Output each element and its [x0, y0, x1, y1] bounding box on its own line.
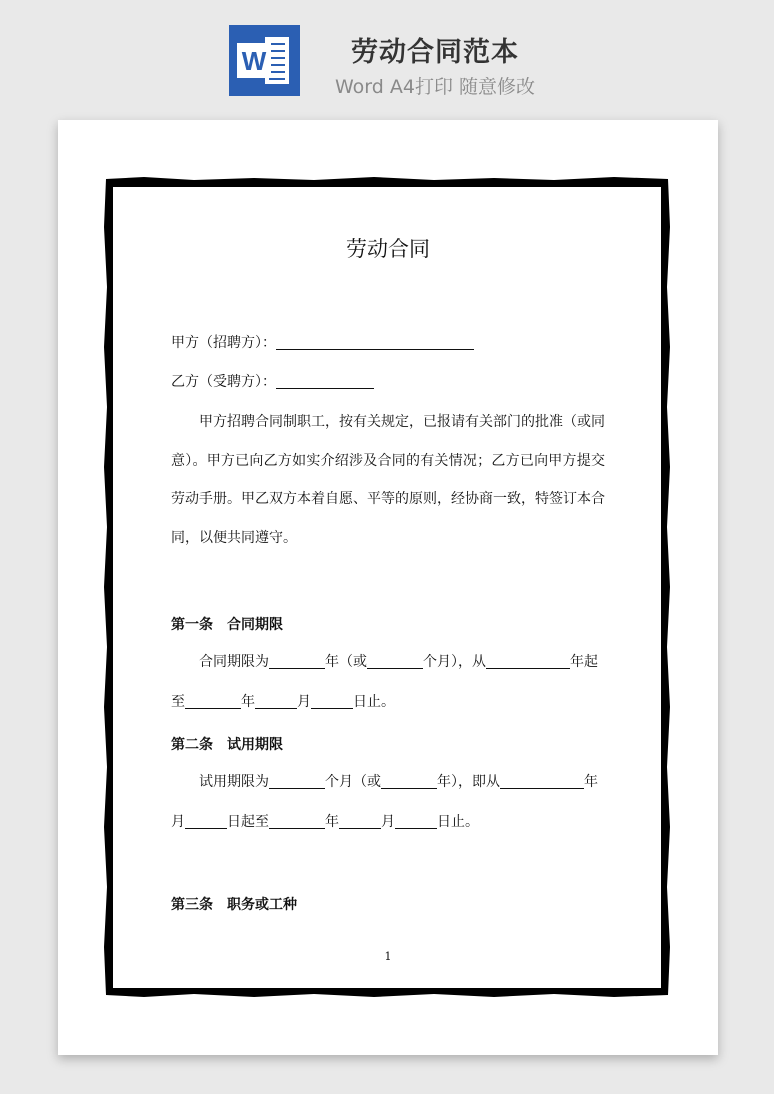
article-1-line-1: 合同期限为 年（或 个月），从 年起 — [199, 654, 598, 670]
blank[interactable] — [255, 694, 297, 709]
blank[interactable] — [367, 654, 423, 669]
intro-paragraph: 甲方招聘合同制职工，按有关规定，已报请有关部门的批准（或同意）。甲方已向乙方如实介绍涉及合同的有关情况；乙方已向甲方提交劳动手册。甲乙双方本着自愿、平等的原则，经协商一致，特签订本合同，以便共同遵守。 — [171, 414, 605, 546]
blank[interactable] — [269, 774, 325, 789]
article-2-line-2: 月 日起至 年 月 日止。 — [171, 814, 479, 830]
blank[interactable] — [269, 814, 325, 829]
party-b-label: 乙方（受聘方）： — [171, 374, 276, 390]
page-subtitle: Word A4打印 随意修改 — [334, 76, 535, 98]
blank[interactable] — [500, 774, 584, 789]
contract-title: 劳动合同 — [346, 237, 430, 261]
party-a-line — [171, 335, 474, 351]
blank[interactable] — [339, 814, 381, 829]
document-page — [58, 120, 718, 1055]
word-logo-icon — [229, 25, 300, 96]
blank[interactable] — [381, 774, 437, 789]
document-content — [58, 120, 718, 1055]
blank[interactable] — [486, 654, 570, 669]
blank[interactable] — [395, 814, 437, 829]
party-b-blank[interactable] — [276, 374, 374, 389]
page-title: 劳动合同范本 — [351, 37, 519, 68]
article-1-heading: 第一条 合同期限 — [171, 617, 283, 633]
party-a-blank[interactable] — [276, 335, 474, 350]
page-number: 1 — [384, 950, 392, 963]
article-2-heading: 第二条 试用期限 — [171, 737, 283, 753]
blank[interactable] — [185, 694, 241, 709]
party-a-label: 甲方（招聘方）： — [171, 335, 276, 351]
blank[interactable] — [269, 654, 325, 669]
blank[interactable] — [185, 814, 227, 829]
blank[interactable] — [311, 694, 353, 709]
article-3-heading: 第三条 职务或工种 — [171, 897, 297, 913]
logo-letter: W — [241, 46, 267, 76]
article-1-line-2: 至 年 月 日止。 — [171, 694, 395, 710]
header — [0, 0, 774, 110]
article-2-line-1: 试用期限为 个月（或 年），即从 年 — [199, 774, 598, 790]
party-b-line — [171, 374, 374, 390]
